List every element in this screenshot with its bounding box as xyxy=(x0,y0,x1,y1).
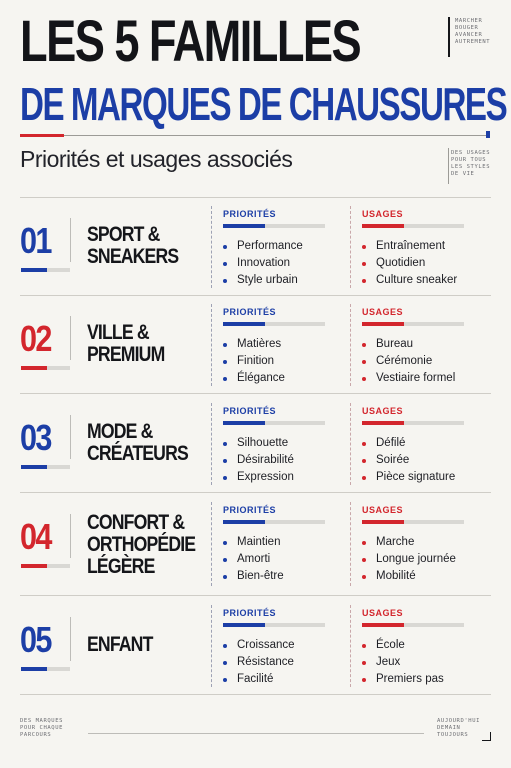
priorities-title: PRIORITÉS xyxy=(223,307,277,317)
list-item: Bureau xyxy=(362,336,455,353)
family-row-confort xyxy=(20,494,491,596)
list-item: Entraînement xyxy=(362,238,457,255)
family-number: 02 xyxy=(20,318,51,359)
family-name: SPORT & SNEAKERS xyxy=(87,223,179,268)
number-progress-track xyxy=(21,465,70,469)
list-item: Croissance xyxy=(223,637,295,654)
number-separator xyxy=(70,218,71,262)
family-number: 04 xyxy=(20,516,51,557)
list-item: Expression xyxy=(223,469,294,486)
footer-right-note: AUJOURD'HUI DEMAIN TOUJOURS xyxy=(437,718,481,738)
family-row-sport xyxy=(20,198,491,296)
number-progress-track xyxy=(21,366,70,370)
row-divider xyxy=(20,393,491,394)
column-divider xyxy=(350,206,351,288)
priorities-bar xyxy=(223,421,325,425)
list-item: Premiers pas xyxy=(362,671,444,688)
row-divider xyxy=(20,595,491,596)
tagline: MARCHER BOUGER AVANCER AUTREMENT xyxy=(455,18,491,45)
list-item: Finition xyxy=(223,353,285,370)
usages-list xyxy=(362,336,455,387)
usages-bar xyxy=(362,520,464,524)
column-divider xyxy=(350,403,351,485)
priorities-title: PRIORITÉS xyxy=(223,505,277,515)
footer-rule xyxy=(88,733,424,734)
title-accent-bar xyxy=(20,134,64,137)
usages-title: USAGES xyxy=(362,608,404,618)
priorities-title: PRIORITÉS xyxy=(223,608,277,618)
tagline-tick xyxy=(448,17,450,57)
list-item: Élégance xyxy=(223,370,285,387)
list-item: Mobilité xyxy=(362,568,456,585)
priorities-bar xyxy=(223,224,325,228)
usages-title: USAGES xyxy=(362,209,404,219)
side-note-tick xyxy=(448,148,449,184)
usages-title: USAGES xyxy=(362,307,404,317)
list-item: Performance xyxy=(223,238,303,255)
list-item: Jeux xyxy=(362,654,444,671)
list-item: Quotidien xyxy=(362,255,457,272)
list-item: Cérémonie xyxy=(362,353,455,370)
family-name: MODE & CRÉATEURS xyxy=(87,420,188,465)
family-name: CONFORT & ORTHOPÉDIE LÉGÈRE xyxy=(87,511,196,578)
number-progress-track xyxy=(21,268,70,272)
corner-mark-v xyxy=(490,732,491,741)
title-line-2: DE MARQUES DE CHAUSSURES xyxy=(20,78,507,130)
list-item: Facilité xyxy=(223,671,295,688)
row-divider xyxy=(20,492,491,493)
subtitle: Priorités et usages associés xyxy=(20,146,293,172)
list-item: Résistance xyxy=(223,654,295,671)
usages-title: USAGES xyxy=(362,406,404,416)
list-item: Matières xyxy=(223,336,285,353)
column-divider xyxy=(350,605,351,687)
priorities-list xyxy=(223,336,285,387)
list-item: Marche xyxy=(362,534,456,551)
column-divider xyxy=(211,502,212,586)
list-item: Style urbain xyxy=(223,272,303,289)
column-divider xyxy=(211,206,212,288)
footer-left-note: DES MARQUES POUR CHAQUE PARCOURS xyxy=(20,718,64,738)
column-divider xyxy=(211,605,212,687)
usages-bar xyxy=(362,322,464,326)
usages-list xyxy=(362,238,457,289)
family-row-mode xyxy=(20,395,491,493)
number-separator xyxy=(70,415,71,459)
number-separator xyxy=(70,316,71,360)
title-line-1: LES 5 FAMILLES xyxy=(20,9,361,74)
priorities-list xyxy=(223,637,295,688)
usages-list xyxy=(362,534,456,585)
number-separator xyxy=(70,514,71,558)
row-divider xyxy=(20,694,491,695)
family-row-enfant xyxy=(20,597,491,695)
priorities-bar xyxy=(223,322,325,326)
list-item: Amorti xyxy=(223,551,284,568)
list-item: École xyxy=(362,637,444,654)
side-note: DES USAGES POUR TOUS LES STYLES DE VIE xyxy=(451,150,491,177)
usages-list xyxy=(362,435,455,486)
usages-bar xyxy=(362,421,464,425)
number-progress-track xyxy=(21,564,70,568)
usages-bar xyxy=(362,623,464,627)
priorities-title: PRIORITÉS xyxy=(223,406,277,416)
column-divider xyxy=(211,403,212,485)
header-rule xyxy=(64,135,486,136)
priorities-title: PRIORITÉS xyxy=(223,209,277,219)
number-progress-track xyxy=(21,667,70,671)
family-name: ENFANT xyxy=(87,633,153,656)
priorities-bar xyxy=(223,520,325,524)
priorities-list xyxy=(223,435,294,486)
list-item: Désirabilité xyxy=(223,452,294,469)
list-item: Vestiaire formel xyxy=(362,370,455,387)
column-divider xyxy=(350,304,351,386)
number-separator xyxy=(70,617,71,661)
family-row-ville xyxy=(20,296,491,394)
usages-bar xyxy=(362,224,464,228)
list-item: Défilé xyxy=(362,435,455,452)
list-item: Bien-être xyxy=(223,568,284,585)
column-divider xyxy=(350,502,351,586)
list-item: Innovation xyxy=(223,255,303,272)
header-rule-end-mark xyxy=(486,131,490,138)
priorities-list xyxy=(223,534,284,585)
list-item: Silhouette xyxy=(223,435,294,452)
list-item: Pièce signature xyxy=(362,469,455,486)
column-divider xyxy=(211,304,212,386)
usages-title: USAGES xyxy=(362,505,404,515)
list-item: Culture sneaker xyxy=(362,272,457,289)
family-number: 05 xyxy=(20,619,51,660)
family-name: VILLE & PREMIUM xyxy=(87,321,165,366)
family-number: 01 xyxy=(20,220,51,261)
list-item: Longue journée xyxy=(362,551,456,568)
list-item: Maintien xyxy=(223,534,284,551)
family-number: 03 xyxy=(20,417,51,458)
priorities-list xyxy=(223,238,303,289)
priorities-bar xyxy=(223,623,325,627)
usages-list xyxy=(362,637,444,688)
list-item: Soirée xyxy=(362,452,455,469)
